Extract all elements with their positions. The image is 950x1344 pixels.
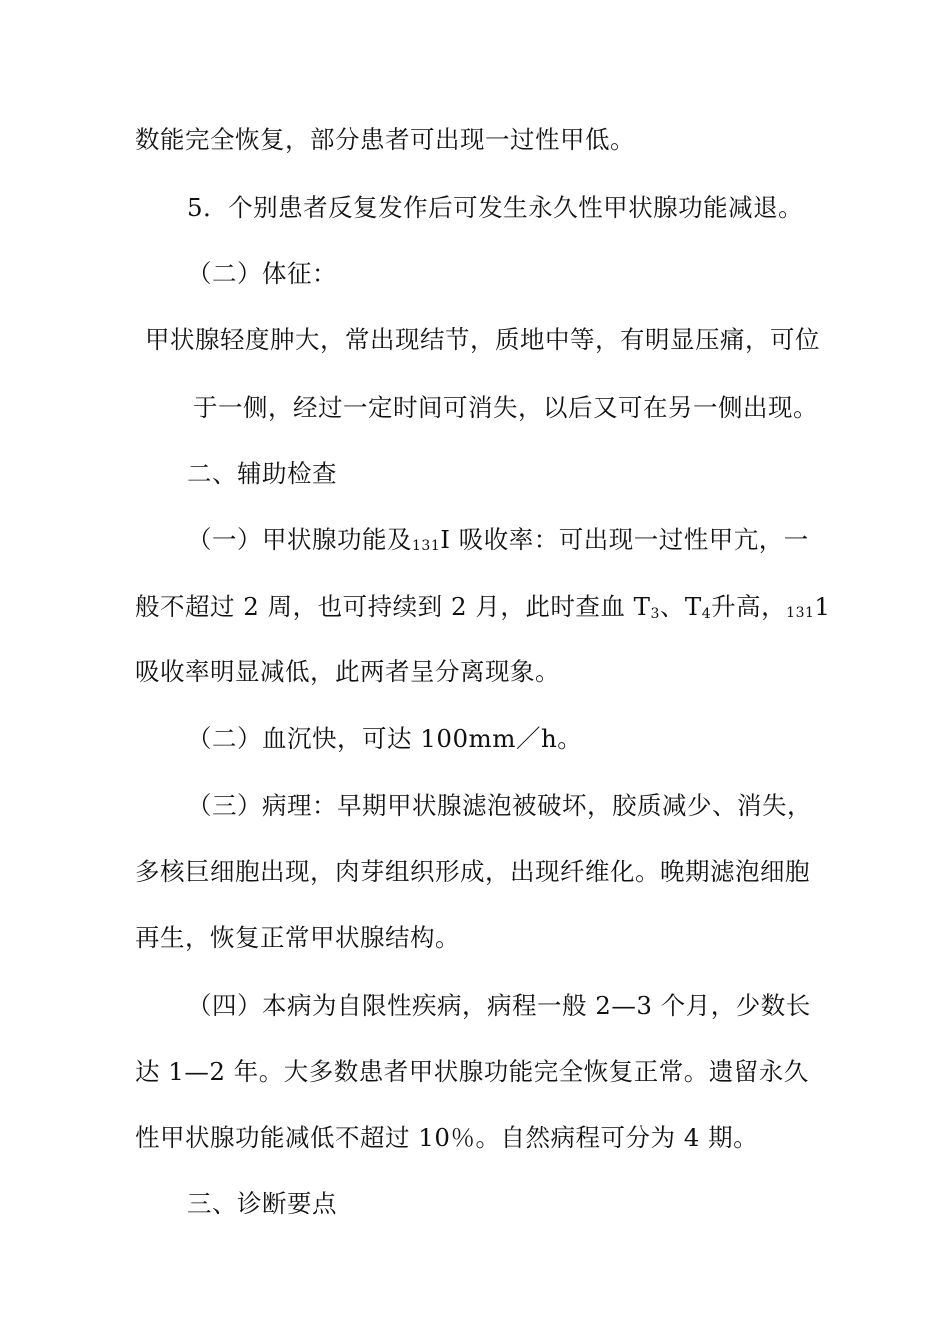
subscript: 4 — [701, 606, 712, 622]
paragraph-line: （三）病理：早期甲状腺滤泡被破坏，胶质减少、消失， — [187, 791, 812, 820]
text-run: 般不超过 2 周，也可持续到 2 月，此时查血 T — [135, 592, 651, 621]
section-heading: 二、辅助检查 — [187, 459, 337, 488]
paragraph-line: 数能完全恢复，部分患者可出现一过性甲低。 — [135, 125, 635, 154]
section-heading: 三、诊断要点 — [187, 1189, 337, 1218]
paragraph-line: 多核巨细胞出现，肉芽组织形成，出现纤维化。晚期滤泡细胞 — [135, 857, 810, 886]
paragraph-line: 甲状腺轻度肿大，常出现结节，质地中等，有明显压痛，可位 — [145, 325, 820, 354]
text-run: 升高， — [711, 592, 787, 621]
text-run: I 吸收率：可出现一过性甲亢，一 — [440, 525, 809, 554]
text-run: 1 — [814, 592, 831, 621]
paragraph-line: 达 1—2 年。大多数患者甲状腺功能完全恢复正常。遗留永久 — [135, 1057, 809, 1086]
paragraph-line: 性甲状腺功能减低不超过 10％。自然病程可分为 4 期。 — [135, 1123, 759, 1152]
paragraph-line — [135, 592, 830, 629]
text-run: 、T — [659, 592, 702, 621]
text-run: （一）甲状腺功能及 — [187, 525, 412, 554]
paragraph-line: 再生，恢复正常甲状腺结构。 — [135, 923, 460, 952]
paragraph-line: 吸收率明显减低，此两者呈分离现象。 — [135, 657, 560, 686]
paragraph-line — [187, 525, 809, 561]
isotope-number: 131 — [786, 605, 815, 621]
subscript: 3 — [650, 606, 660, 622]
paragraph-line: 于一侧，经过一定时间可消失，以后又可在另一侧出现。 — [193, 393, 818, 422]
paragraph-line: 5．个别患者反复发作后可发生永久性甲状腺功能减退。 — [187, 193, 804, 222]
paragraph-line: （四）本病为自限性疾病，病程一般 2—3 个月，少数长 — [187, 991, 811, 1020]
section-heading: （二）体征： — [187, 259, 337, 288]
isotope-number: 131 — [412, 538, 441, 554]
paragraph-line: （二）血沉快，可达 100mm／h。 — [187, 724, 583, 753]
